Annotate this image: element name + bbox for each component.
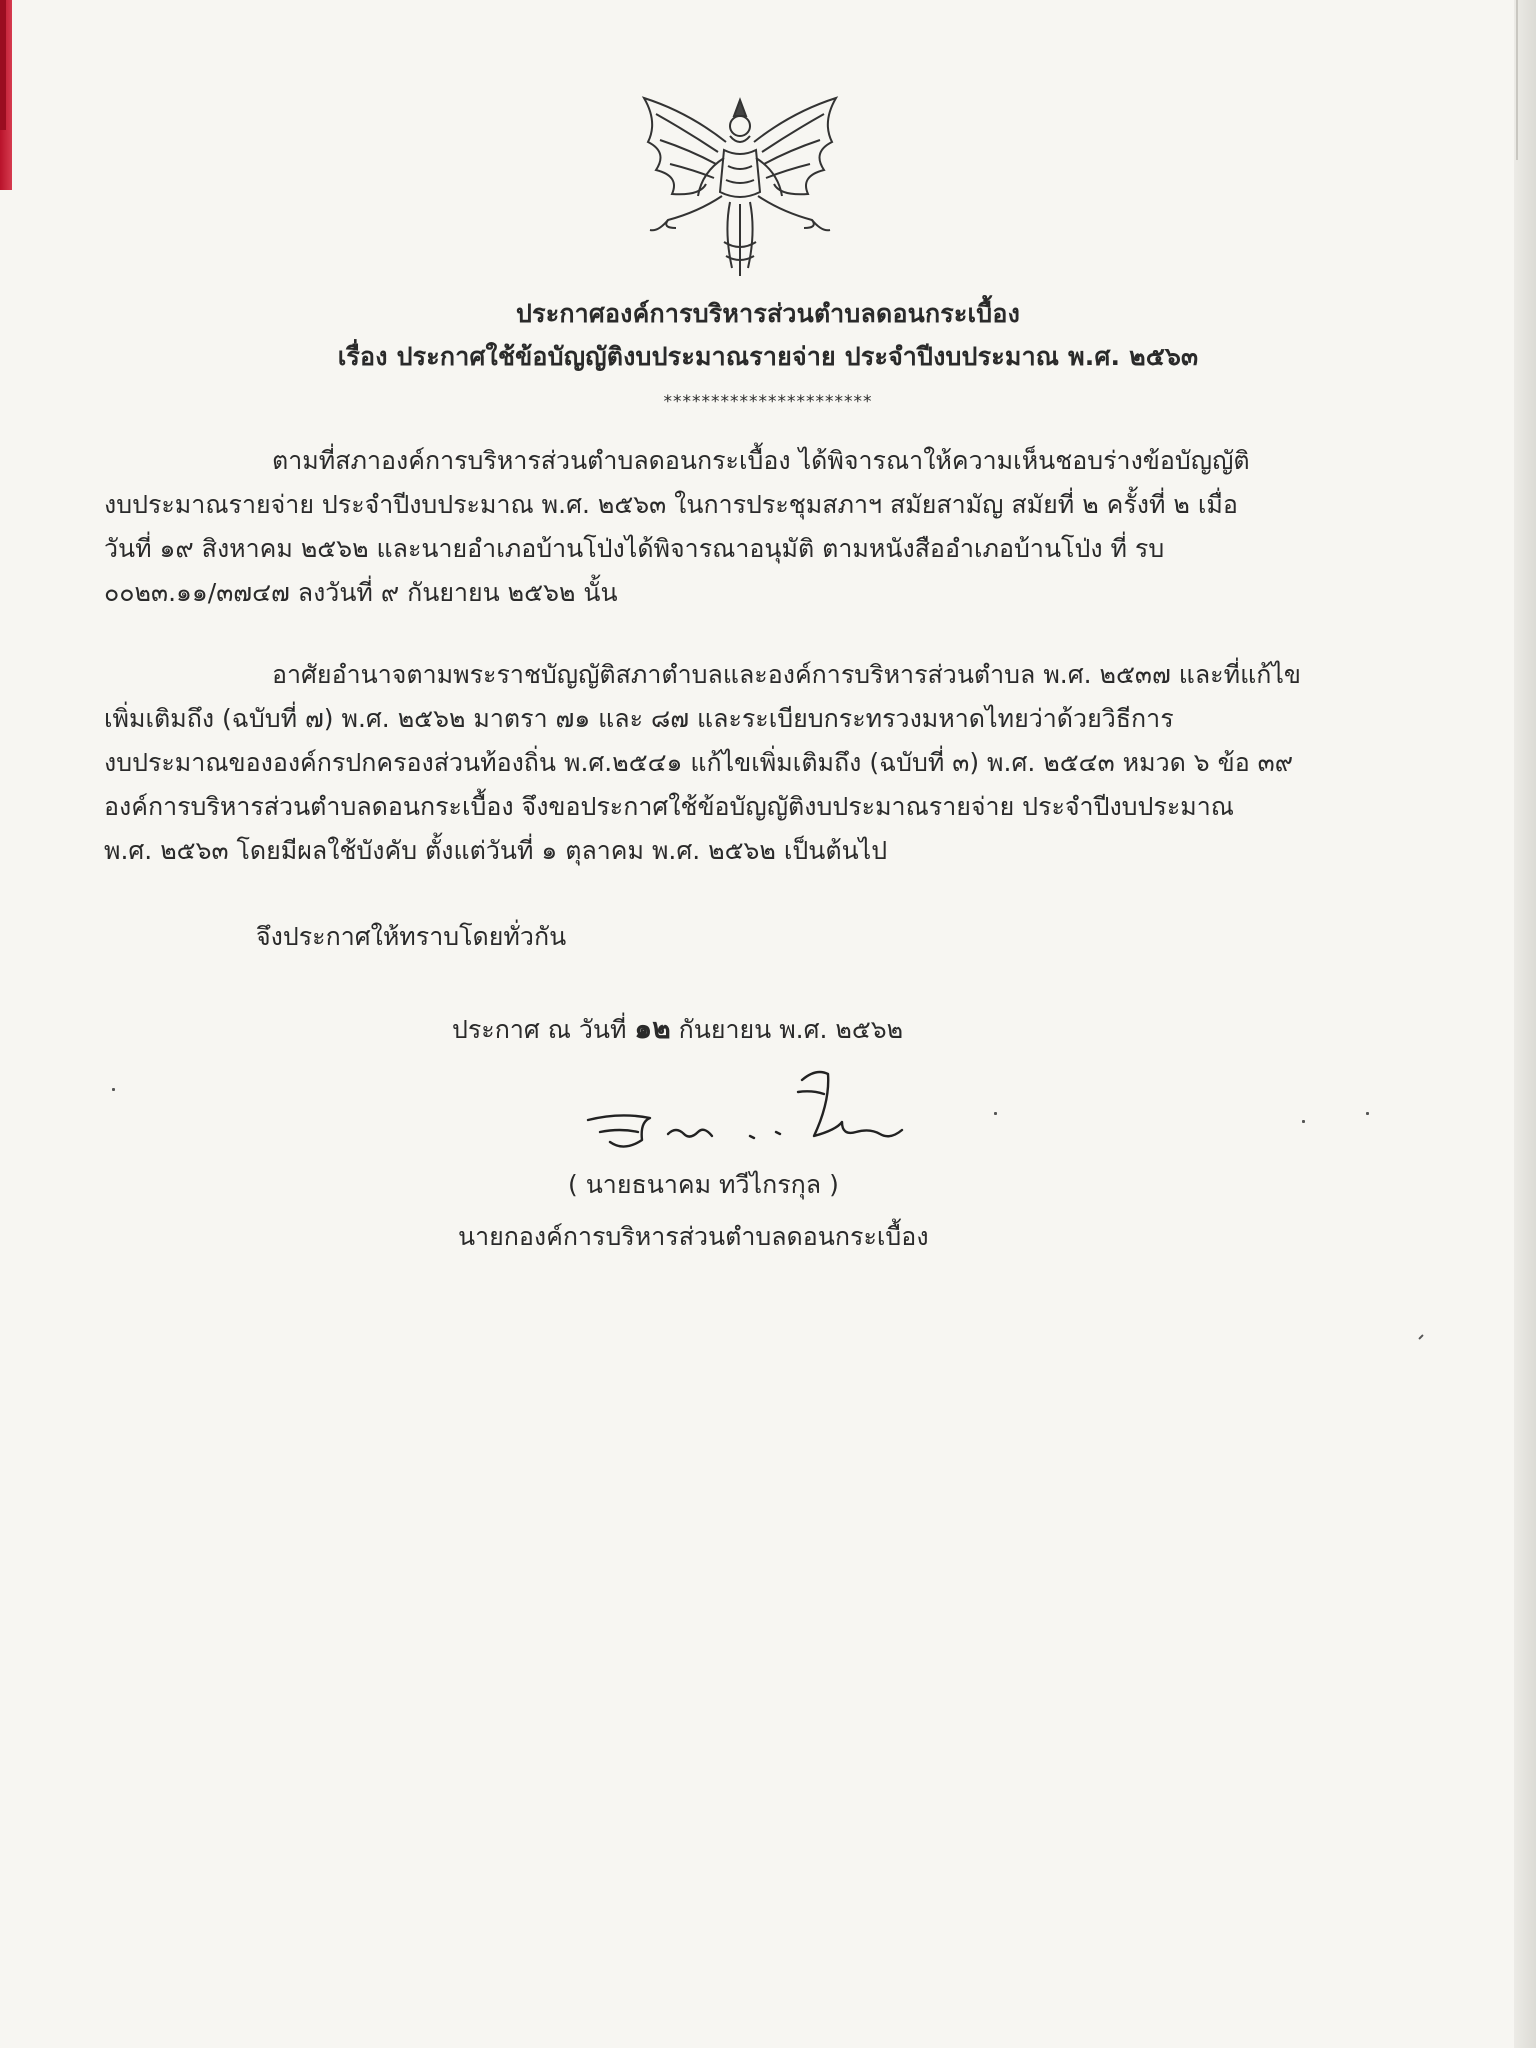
- paragraph-2-line: งบประมาณขององค์กรปกครองส่วนท้องถิ่น พ.ศ.๒๕๔๑ แก้ไขเพิ่มเติมถึง (ฉบับที่ ๓) พ.ศ. ๒๕๔๓ หมวด ๖ ข้อ ๓๙: [104, 748, 1294, 777]
- paper-speck: [1366, 1112, 1369, 1115]
- signer-position: นายกองค์การบริหารส่วนตำบลดอนกระเบื้อง: [458, 1222, 929, 1251]
- announcement-subject: เรื่อง ประกาศใช้ข้อบัญญัติงบประมาณรายจ่าย ประจำปีงบประมาณ พ.ศ. ๒๕๖๓: [337, 342, 1199, 371]
- paper-speck: [994, 1112, 997, 1115]
- date-suffix: กันยายน พ.ศ. ๒๕๖๒: [670, 1015, 904, 1044]
- signer-name: ( นายธนาคม ทวีไกรกุล ): [568, 1170, 839, 1199]
- paper-speck: [1418, 1334, 1424, 1340]
- page-stack-line: [1516, 0, 1518, 160]
- announcement-title: ประกาศองค์การบริหารส่วนตำบลดอนกระเบื้อง: [516, 299, 1020, 328]
- paragraph-2-line: องค์การบริหารส่วนตำบลดอนกระเบื้อง จึงขอประกาศใช้ข้อบัญญัติงบประมาณรายจ่าย ประจำปีงบประมาณ: [104, 792, 1234, 821]
- paragraph-1-line: วันที่ ๑๙ สิงหาคม ๒๕๖๒ และนายอำเภอบ้านโป่งได้พิจารณาอนุมัติ ตามหนังสืออำเภอบ้านโป่ง ที่ รบ: [104, 534, 1165, 563]
- paragraph-1-line: ๐๐๒๓.๑๑/๓๗๔๗ ลงวันที่ ๙ กันยายน ๒๕๖๒ นั้น: [104, 578, 618, 607]
- handwritten-signature: [580, 1062, 910, 1172]
- garuda-emblem-icon: [628, 92, 852, 282]
- paragraph-2-line: อาศัยอำนาจตามพระราชบัญญัติสภาตำบลและองค์การบริหารส่วนตำบล พ.ศ. ๒๕๓๗ และที่แก้ไข: [272, 660, 1301, 689]
- binder-edge-shadow: [0, 0, 6, 130]
- paragraph-2-line: พ.ศ. ๒๕๖๓ โดยมีผลใช้บังคับ ตั้งแต่วันที่ ๑ ตุลาคม พ.ศ. ๒๕๖๒ เป็นต้นไป: [104, 836, 888, 865]
- closing-statement: จึงประกาศให้ทราบโดยทั่วกัน: [256, 922, 567, 951]
- paragraph-2-line: เพิ่มเติมถึง (ฉบับที่ ๗) พ.ศ. ๒๕๖๒ มาตรา ๗๑ และ ๘๗ และระเบียบกระทรวงมหาดไทยว่าด้วยวิธีการ: [104, 704, 1174, 733]
- date-prefix: ประกาศ ณ วันที่: [452, 1015, 635, 1044]
- date-day-handwritten: ๑๒: [634, 1012, 671, 1045]
- paragraph-1-line: งบประมาณรายจ่าย ประจำปีงบประมาณ พ.ศ. ๒๕๖๓ ในการประชุมสภาฯ สมัยสามัญ สมัยที่ ๒ ครั้งที่ ๒ เมื่อ: [104, 490, 1238, 519]
- paper-speck: [112, 1088, 115, 1091]
- paper-speck: [1302, 1120, 1305, 1123]
- separator-line: **********************: [663, 392, 873, 412]
- announcement-date: [452, 1012, 903, 1047]
- paragraph-1-line: ตามที่สภาองค์การบริหารส่วนตำบลดอนกระเบื้อง ได้พิจารณาให้ความเห็นชอบร่างข้อบัญญัติ: [272, 446, 1250, 475]
